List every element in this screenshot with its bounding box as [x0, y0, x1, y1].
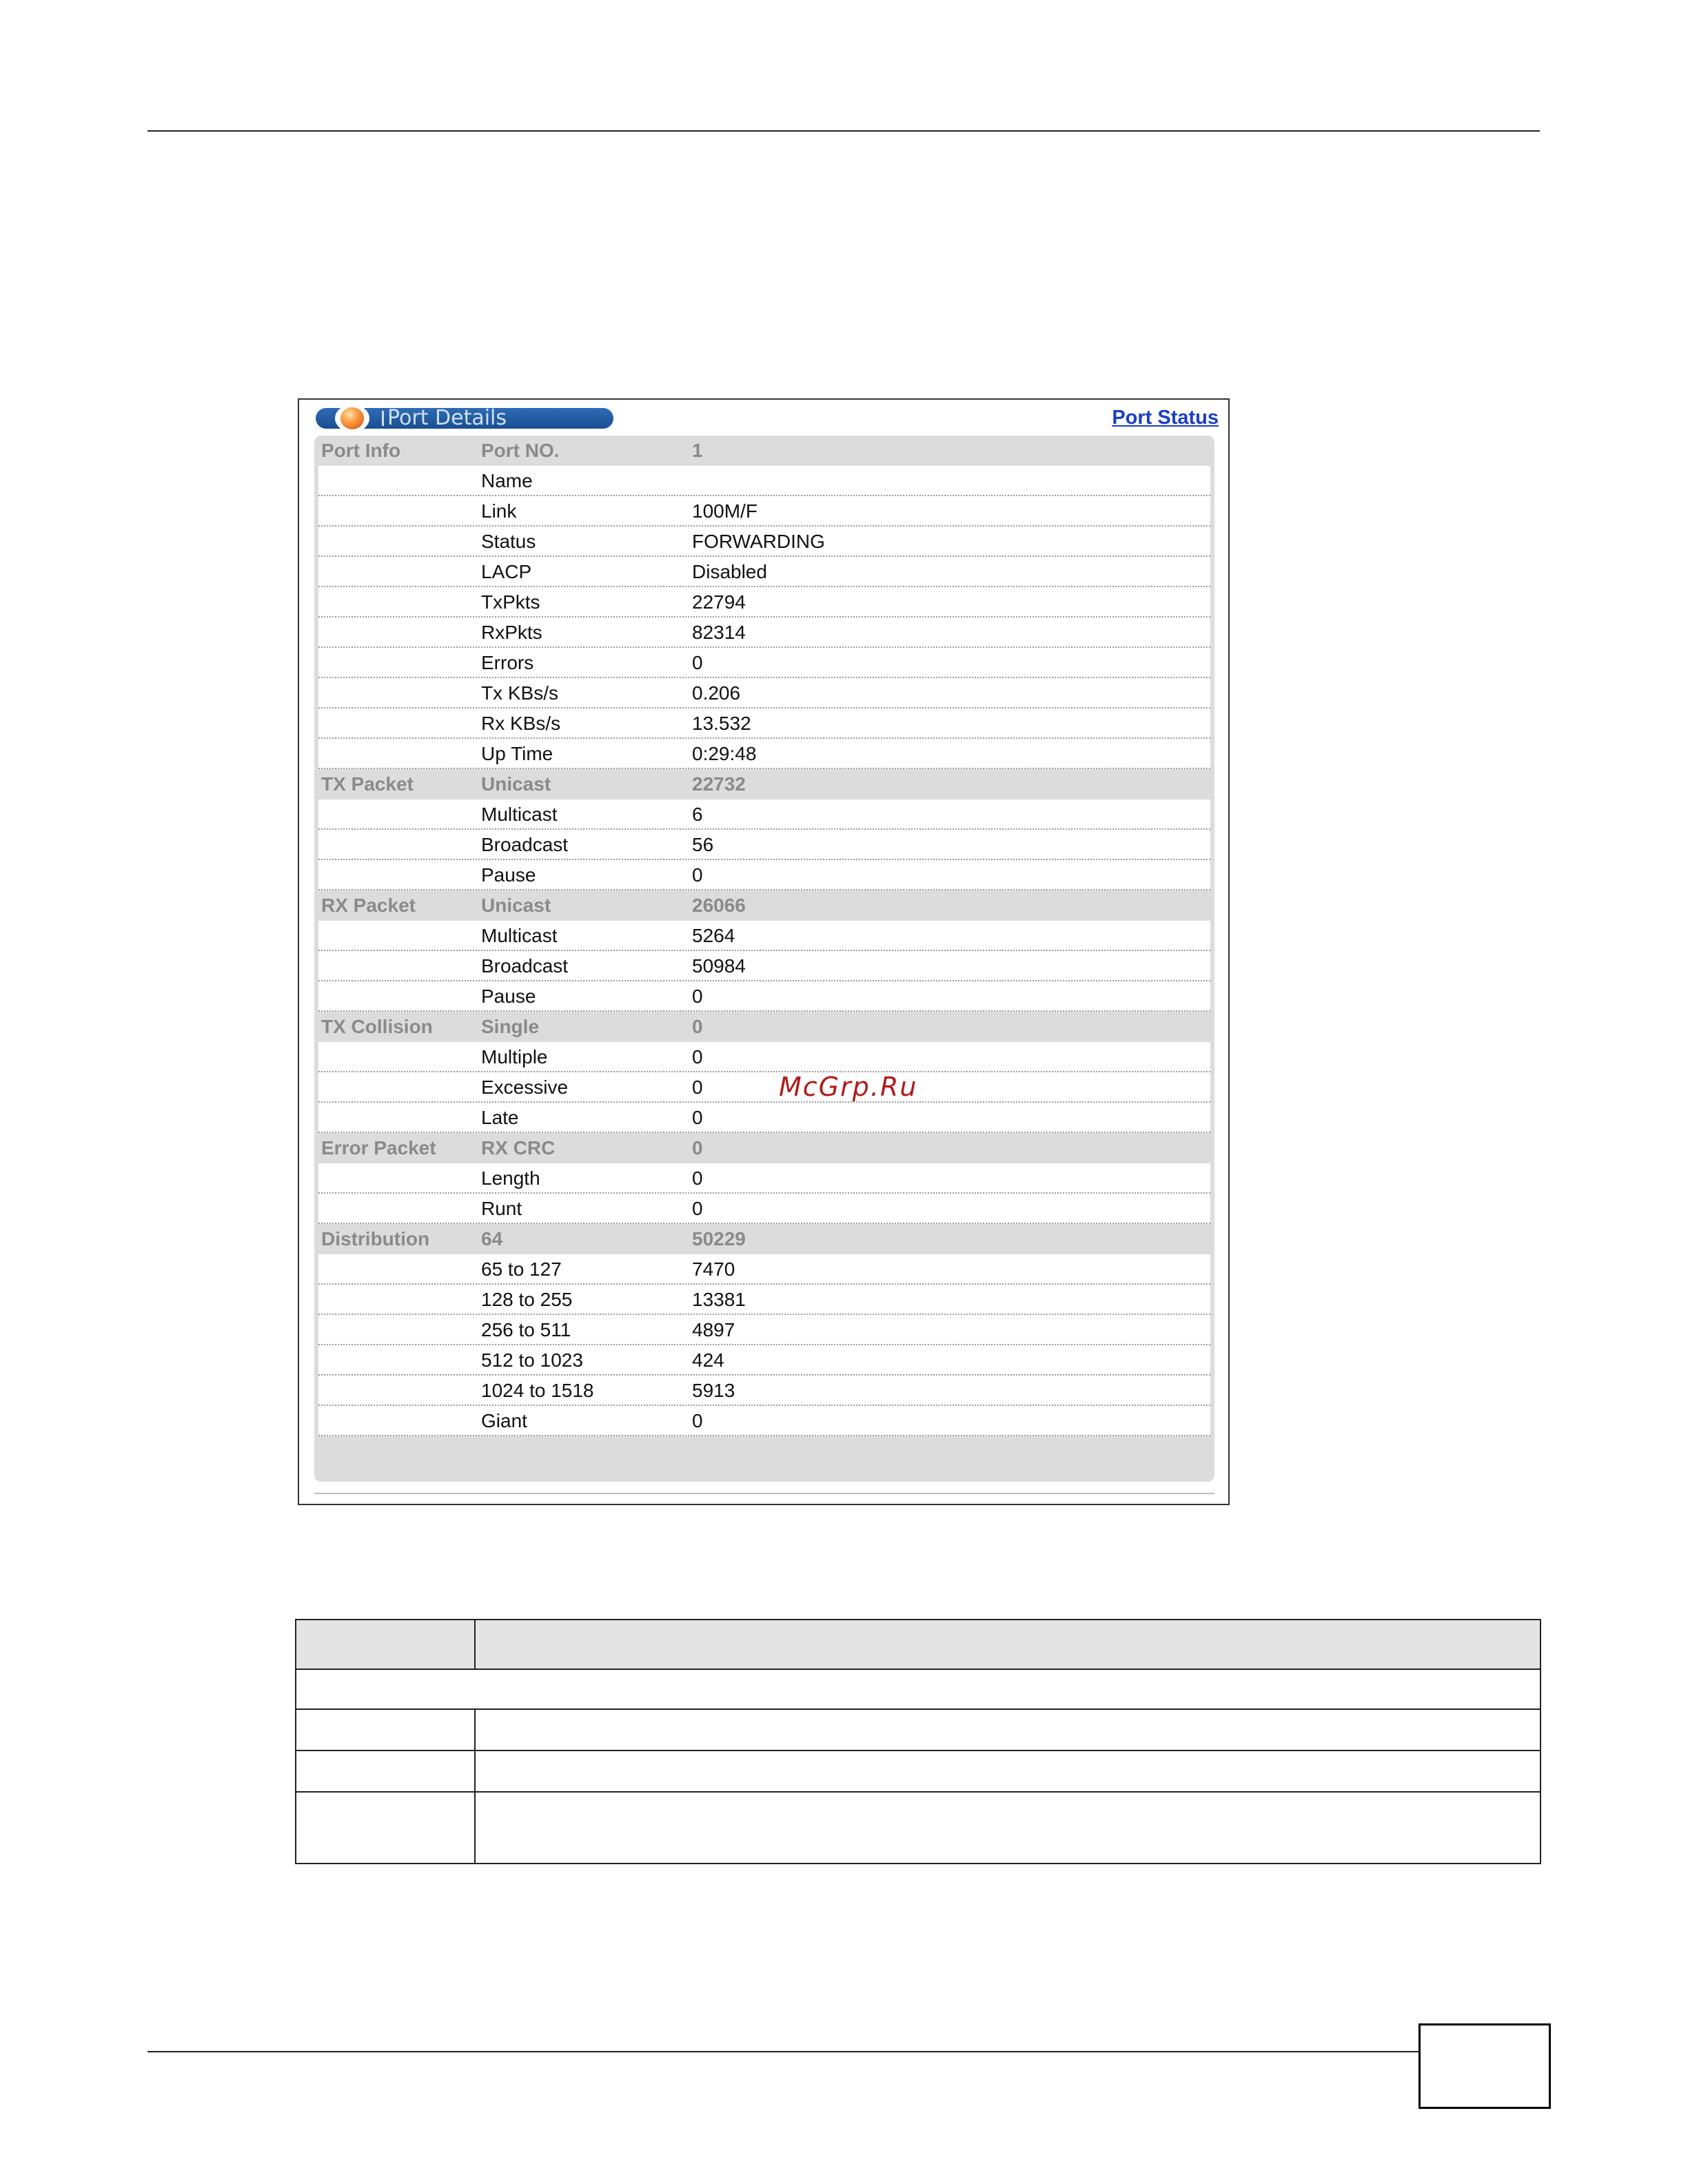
- description-table-row: [296, 1670, 1540, 1710]
- field-value: 5264: [692, 925, 735, 946]
- column-divider: [474, 1620, 476, 1670]
- section-header-row: [318, 436, 1210, 466]
- table-row: [318, 1254, 1210, 1285]
- field-value: 13381: [692, 1289, 746, 1310]
- field-label: Single: [481, 1016, 540, 1037]
- field-value: 13.532: [692, 713, 751, 734]
- field-value: 50984: [692, 955, 746, 977]
- screen-title: Port Details: [387, 406, 507, 430]
- table-row: [318, 951, 1210, 981]
- field-value: 56: [692, 834, 714, 855]
- field-label: RX CRC: [481, 1137, 556, 1159]
- table-row: [318, 557, 1210, 587]
- field-value: 0: [692, 1016, 703, 1037]
- field-value: 5913: [692, 1380, 735, 1401]
- field-value: 0: [692, 1410, 703, 1431]
- field-value: 0: [692, 864, 703, 886]
- table-row: [318, 830, 1210, 860]
- port-details-screenshot: [298, 398, 1230, 1505]
- table-row: [318, 1194, 1210, 1224]
- table-row: [318, 708, 1210, 739]
- field-label: Status: [481, 531, 536, 552]
- page-number-box: [1418, 2023, 1551, 2109]
- section-label: Distribution: [321, 1228, 430, 1249]
- field-label: LACP: [481, 561, 532, 582]
- field-label: Link: [481, 500, 517, 522]
- field-value: Disabled: [692, 561, 767, 582]
- field-value: 0: [692, 1137, 703, 1159]
- field-label: 1024 to 1518: [481, 1380, 594, 1401]
- orange-orb-icon: [335, 405, 369, 432]
- field-label: Excessive: [481, 1076, 569, 1098]
- table-row: [318, 678, 1210, 708]
- field-label: Multicast: [481, 804, 558, 825]
- description-table: [295, 1619, 1541, 1864]
- field-value: 26066: [692, 895, 746, 916]
- table-row: [318, 648, 1210, 678]
- field-label: Unicast: [481, 895, 551, 916]
- field-label: Pause: [481, 986, 536, 1007]
- field-label: 64: [481, 1228, 503, 1249]
- description-table-header: [296, 1620, 1540, 1670]
- field-value: 0: [692, 652, 703, 673]
- field-label: 65 to 127: [481, 1258, 562, 1280]
- field-label: Port NO.: [481, 440, 560, 461]
- panel-bottom-rule: [314, 1493, 1214, 1494]
- description-table-row: [296, 1751, 1540, 1793]
- section-label: Error Packet: [321, 1137, 436, 1159]
- table-row: [318, 587, 1210, 618]
- table-row: [318, 496, 1210, 527]
- page-header-rule: [148, 130, 1540, 132]
- table-row: [318, 921, 1210, 951]
- field-label: Runt: [481, 1198, 522, 1219]
- field-value: 82314: [692, 622, 746, 643]
- field-value: 22794: [692, 591, 746, 613]
- table-row: [318, 739, 1210, 769]
- title-bar: [316, 408, 613, 429]
- table-row: [318, 1163, 1210, 1194]
- field-value: 0.206: [692, 682, 741, 704]
- field-value: 424: [692, 1349, 724, 1371]
- page-footer-rule: [148, 2051, 1420, 2052]
- field-label: Multicast: [481, 925, 558, 946]
- field-label: 512 to 1023: [481, 1349, 583, 1371]
- field-value: FORWARDING: [692, 531, 825, 552]
- field-label: Multiple: [481, 1046, 548, 1068]
- port-details-table: [318, 436, 1210, 1436]
- section-label: TX Packet: [321, 773, 414, 795]
- field-value: 6: [692, 804, 703, 825]
- field-value: 0: [692, 1198, 703, 1219]
- field-label: Errors: [481, 652, 534, 673]
- table-row: [318, 618, 1210, 648]
- table-row: [318, 1103, 1210, 1133]
- field-value: 0: [692, 1107, 703, 1128]
- table-row: [318, 1376, 1210, 1406]
- field-label: Length: [481, 1167, 540, 1189]
- table-row: [318, 1345, 1210, 1376]
- field-label: Broadcast: [481, 834, 569, 855]
- table-row: [318, 527, 1210, 557]
- section-header-row: [318, 1224, 1210, 1254]
- field-label: Up Time: [481, 743, 553, 764]
- section-header-row: [318, 890, 1210, 921]
- section-header-row: [318, 1012, 1210, 1042]
- field-value: 4897: [692, 1319, 735, 1340]
- field-label: 256 to 511: [481, 1319, 571, 1340]
- port-status-link[interactable]: Port Status: [1112, 407, 1219, 429]
- field-value: 50229: [692, 1228, 746, 1249]
- field-label: Tx KBs/s: [481, 682, 559, 704]
- field-label: Unicast: [481, 773, 551, 795]
- field-label: Giant: [481, 1410, 527, 1431]
- field-value: 0:29:48: [692, 743, 757, 764]
- section-header-row: [318, 1133, 1210, 1163]
- column-divider: [474, 1710, 476, 1863]
- field-value: 0: [692, 1076, 703, 1098]
- title-separator: [382, 411, 384, 426]
- table-row: [318, 981, 1210, 1012]
- field-value: 7470: [692, 1258, 735, 1280]
- field-label: 128 to 255: [481, 1289, 573, 1310]
- table-row: [318, 1406, 1210, 1436]
- field-label: TxPkts: [481, 591, 540, 613]
- table-row: [318, 466, 1210, 496]
- port-details-panel: [314, 436, 1214, 1482]
- section-label: TX Collision: [321, 1016, 433, 1037]
- field-label: Rx KBs/s: [481, 713, 561, 734]
- table-row: [318, 799, 1210, 830]
- watermark: McGrp.Ru: [779, 1072, 918, 1102]
- description-table-row: [296, 1710, 1540, 1751]
- field-value: 0: [692, 1046, 703, 1068]
- table-row: [318, 860, 1210, 890]
- field-label: Late: [481, 1107, 519, 1128]
- field-value: 22732: [692, 773, 746, 795]
- field-value: 100M/F: [692, 500, 757, 522]
- field-label: Broadcast: [481, 955, 569, 977]
- field-value: 0: [692, 1167, 703, 1189]
- field-label: RxPkts: [481, 622, 542, 643]
- section-label: RX Packet: [321, 895, 416, 916]
- table-row: [318, 1042, 1210, 1072]
- field-label: Pause: [481, 864, 536, 886]
- section-label: Port Info: [321, 440, 401, 461]
- field-value: 0: [692, 986, 703, 1007]
- table-row: [318, 1072, 1210, 1103]
- table-row: [318, 1315, 1210, 1345]
- field-label: Name: [481, 470, 533, 491]
- field-value: 1: [692, 440, 703, 461]
- section-header-row: [318, 769, 1210, 799]
- table-row: [318, 1285, 1210, 1315]
